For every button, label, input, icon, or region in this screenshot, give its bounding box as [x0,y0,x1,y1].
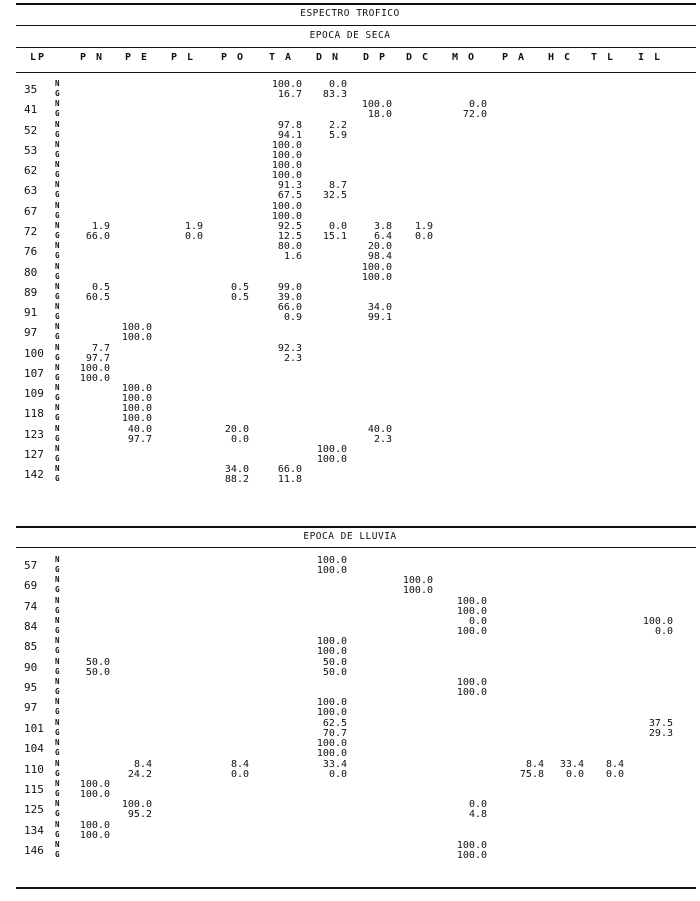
cell-dn-g: 15.1 [322,230,347,242]
row-g-marker: G [55,474,60,484]
cell-mo-n: 0.0 [468,799,487,811]
row-g-marker: G [55,585,60,595]
row-lp: 80 [24,265,38,279]
row-g-marker: G [55,433,60,443]
row-n-marker: N [55,778,60,788]
cell-pn-g: 60.5 [85,291,110,303]
row-lp: 95 [24,681,38,695]
cell-pa-g: 75.8 [519,768,544,780]
cell-ta-g: 11.8 [277,474,302,486]
cell-pa-n: 8.4 [525,758,544,770]
cell-dc-n: 1.9 [414,220,433,232]
cell-ta-g: 100.0 [271,170,302,182]
cell-dn-g: 83.3 [322,89,347,100]
cell-dn-g: 0.0 [328,768,347,780]
row-lp: 142 [24,468,44,482]
cell-pn-g: 97.7 [85,352,110,364]
row-g-marker: G [55,413,60,423]
row-g-marker: G [55,170,60,180]
rule-below-title [16,25,696,26]
row-lp: 63 [24,184,38,198]
row-n-marker: N [55,200,60,210]
cell-il-n: 100.0 [642,616,673,628]
cell-dn-g: 5.9 [328,129,347,141]
row-lp: 118 [24,407,44,421]
column-header: I L [637,52,663,63]
row-lp: 107 [24,366,44,380]
cell-pn-g: 100.0 [79,372,110,384]
cell-pe-n: 100.0 [121,322,152,334]
column-header: P A [501,52,527,63]
cell-mo-g: 100.0 [456,626,487,638]
row-g-marker: G [55,748,60,758]
row-n-marker: N [55,403,60,413]
cell-pn-g: 100.0 [79,829,110,841]
section-rule [16,47,696,48]
cell-ta-n: 100.0 [271,139,302,151]
cell-po-g: 88.2 [224,474,249,486]
row-n-marker: N [55,839,60,849]
cell-pe-n: 8.4 [133,758,152,770]
section-end-rule [16,887,696,889]
cell-pl-n: 1.9 [184,220,203,232]
cell-dn-g: 100.0 [316,454,347,466]
cell-dp-n: 40.0 [367,423,392,435]
cell-pe-g: 24.2 [127,768,152,780]
cell-mo-n: 0.0 [468,616,487,628]
row-g-marker: G [55,646,60,656]
row-g-marker: G [55,190,60,200]
row-lp: 125 [24,803,44,817]
cell-pn-g: 100.0 [79,788,110,800]
section-title: EPOCA DE SECA [309,30,391,41]
cell-ta-n: 99.0 [277,281,302,293]
row-n-marker: N [55,616,60,626]
row-lp: 85 [24,640,38,654]
cell-ta-n: 92.3 [277,342,302,354]
cell-dp-n: 20.0 [367,241,392,253]
row-n-marker: N [55,302,60,312]
row-g-marker: G [55,230,60,240]
row-n-marker: N [55,119,60,129]
row-lp: 109 [24,387,44,401]
row-n-marker: N [55,383,60,393]
row-lp: 53 [24,143,38,157]
cell-dn-n: 0.0 [328,220,347,232]
cell-ta-g: 100.0 [271,210,302,222]
row-lp: 67 [24,204,38,218]
row-g-marker: G [55,291,60,301]
cell-dp-g: 99.1 [367,312,392,324]
cell-ta-g: 16.7 [277,89,302,100]
cell-ta-g: 2.3 [283,352,302,364]
row-lp: 146 [24,843,44,857]
cell-dp-g: 2.3 [373,433,392,445]
cell-po-n: 0.5 [230,281,249,293]
cell-dn-g: 100.0 [316,646,347,658]
row-lp: 134 [24,823,44,837]
row-n-marker: N [55,99,60,109]
cell-po-n: 34.0 [224,464,249,476]
row-g-marker: G [55,129,60,139]
cell-dn-n: 33.4 [322,758,347,770]
row-lp: 97 [24,326,38,340]
column-header: LP [29,52,47,63]
row-lp: 72 [24,224,38,238]
row-n-marker: N [55,220,60,230]
cell-ta-n: 97.8 [277,119,302,131]
row-lp: 115 [24,782,44,796]
row-n-marker: N [55,362,60,372]
section-rule [16,547,696,548]
row-g-marker: G [55,829,60,839]
column-header: T A [268,52,294,63]
row-lp: 69 [24,579,38,593]
column-header: P E [124,52,150,63]
row-n-marker: N [55,636,60,646]
cell-ta-g: 1.6 [283,251,302,263]
cell-pn-g: 66.0 [85,230,110,242]
cell-pl-g: 0.0 [184,230,203,242]
cell-ta-n: 100.0 [271,200,302,212]
row-g-marker: G [55,332,60,342]
cell-il-g: 29.3 [648,727,673,739]
row-n-marker: N [55,738,60,748]
cell-ta-g: 12.5 [277,230,302,242]
cell-pn-n: 100.0 [79,362,110,374]
cell-dn-n: 100.0 [316,738,347,750]
table-title: ESPECTRO TROFICO [300,8,400,19]
cell-mo-g: 100.0 [456,605,487,617]
cell-hc-n: 33.4 [559,758,584,770]
cell-dn-g: 100.0 [316,707,347,719]
cell-pn-n: 100.0 [79,819,110,831]
row-n-marker: N [55,697,60,707]
row-lp: 101 [24,721,44,735]
cell-ta-g: 100.0 [271,149,302,161]
row-lp: 57 [24,559,38,572]
row-g-marker: G [55,210,60,220]
cell-mo-g: 4.8 [468,809,487,821]
cell-pn-n: 100.0 [79,778,110,790]
cell-ta-g: 0.9 [283,312,302,324]
cell-dn-n: 50.0 [322,656,347,668]
cell-dp-n: 100.0 [361,261,392,273]
cell-pe-g: 100.0 [121,393,152,405]
cell-pn-n: 50.0 [85,656,110,668]
row-g-marker: G [55,666,60,676]
cell-pe-g: 97.7 [127,433,152,445]
row-n-marker: N [55,444,60,454]
row-g-marker: G [55,149,60,159]
cell-ta-n: 92.5 [277,220,302,232]
row-lp: 127 [24,448,44,462]
row-lp: 100 [24,346,44,360]
cell-dn-g: 100.0 [316,748,347,760]
cell-mo-n: 100.0 [456,595,487,607]
row-n-marker: N [55,758,60,768]
cell-dn-n: 62.5 [322,717,347,729]
cell-mo-n: 0.0 [468,99,487,111]
cell-pn-n: 0.5 [91,281,110,293]
cell-dn-g: 70.7 [322,727,347,739]
row-n-marker: N [55,656,60,666]
row-g-marker: G [55,727,60,737]
cell-ta-n: 66.0 [277,302,302,314]
cell-ta-n: 100.0 [271,160,302,172]
cell-pe-n: 40.0 [127,423,152,435]
row-g-marker: G [55,251,60,261]
cell-dp-n: 3.8 [373,220,392,232]
row-n-marker: N [55,717,60,727]
cell-tl-n: 8.4 [605,758,624,770]
cell-dc-g: 100.0 [402,585,433,597]
row-g-marker: G [55,687,60,697]
row-lp: 62 [24,164,38,178]
row-n-marker: N [55,575,60,585]
column-header: M O [451,52,477,63]
cell-ta-n: 80.0 [277,241,302,253]
row-n-marker: N [55,160,60,170]
cell-dc-n: 100.0 [402,575,433,587]
row-lp: 90 [24,660,38,674]
row-n-marker: N [55,281,60,291]
row-lp: 97 [24,701,38,715]
row-g-marker: G [55,707,60,717]
cell-pn-g: 50.0 [85,666,110,678]
cell-hc-g: 0.0 [565,768,584,780]
cell-dn-n: 0.0 [328,79,347,90]
row-n-marker: N [55,261,60,271]
cell-pn-n: 7.7 [91,342,110,354]
cell-pe-n: 100.0 [121,799,152,811]
cell-po-g: 0.0 [230,433,249,445]
cell-il-g: 0.0 [654,626,673,638]
cell-dc-g: 0.0 [414,230,433,242]
cell-mo-g: 100.0 [456,687,487,699]
row-g-marker: G [55,352,60,362]
row-n-marker: N [55,423,60,433]
cell-dp-g: 6.4 [373,230,392,242]
row-g-marker: G [55,271,60,281]
row-n-marker: N [55,322,60,332]
column-header: P O [220,52,246,63]
row-lp: 91 [24,306,38,320]
cell-po-g: 0.0 [230,768,249,780]
column-header: D N [315,52,341,63]
cell-dn-n: 100.0 [316,697,347,709]
row-n-marker: N [55,464,60,474]
row-lp: 41 [24,103,38,117]
row-g-marker: G [55,109,60,119]
cell-dn-n: 2.2 [328,119,347,131]
row-lp: 110 [24,762,44,776]
row-g-marker: G [55,768,60,778]
row-g-marker: G [55,454,60,464]
row-g-marker: G [55,393,60,403]
row-n-marker: N [55,180,60,190]
cell-po-n: 20.0 [224,423,249,435]
row-n-marker: N [55,139,60,149]
cell-dn-n: 100.0 [316,555,347,566]
column-header: P N [79,52,105,63]
cell-dn-g: 50.0 [322,666,347,678]
cell-dp-n: 100.0 [361,99,392,111]
row-lp: 89 [24,285,38,299]
row-g-marker: G [55,626,60,636]
row-n-marker: N [55,799,60,809]
row-lp: 76 [24,245,38,259]
cell-mo-g: 100.0 [456,849,487,861]
header-rule [16,72,696,73]
cell-dp-n: 34.0 [367,302,392,314]
row-lp: 104 [24,742,44,756]
cell-ta-n: 100.0 [271,79,302,90]
row-n-marker: N [55,595,60,605]
cell-ta-g: 94.1 [277,129,302,141]
row-g-marker: G [55,809,60,819]
row-g-marker: G [55,788,60,798]
row-n-marker: N [55,342,60,352]
section-title: EPOCA DE LLUVIA [303,531,397,542]
cell-pn-n: 1.9 [91,220,110,232]
cell-pe-g: 100.0 [121,413,152,425]
row-lp: 123 [24,427,44,441]
cell-pe-n: 100.0 [121,383,152,395]
row-n-marker: N [55,241,60,251]
row-n-marker: N [55,819,60,829]
row-g-marker: G [55,312,60,322]
cell-il-n: 37.5 [648,717,673,729]
row-n-marker: N [55,79,60,88]
cell-mo-g: 72.0 [462,109,487,121]
rule-top [16,3,696,5]
cell-ta-n: 66.0 [277,464,302,476]
cell-dp-g: 98.4 [367,251,392,263]
cell-dn-n: 8.7 [328,180,347,192]
cell-dp-g: 18.0 [367,109,392,121]
cell-po-n: 8.4 [230,758,249,770]
cell-dp-g: 100.0 [361,271,392,283]
row-g-marker: G [55,849,60,859]
cell-mo-n: 100.0 [456,677,487,689]
row-n-marker: N [55,555,60,564]
cell-dn-g: 100.0 [316,565,347,576]
cell-ta-g: 67.5 [277,190,302,202]
cell-dn-n: 100.0 [316,636,347,648]
cell-ta-n: 91.3 [277,180,302,192]
cell-dn-g: 32.5 [322,190,347,202]
cell-dn-n: 100.0 [316,444,347,456]
cell-tl-g: 0.0 [605,768,624,780]
row-g-marker: G [55,565,60,574]
column-header: D C [405,52,431,63]
cell-mo-n: 100.0 [456,839,487,851]
row-lp: 74 [24,599,38,613]
cell-ta-g: 39.0 [277,291,302,303]
cell-pe-g: 95.2 [127,809,152,821]
cell-pe-n: 100.0 [121,403,152,415]
cell-pe-g: 100.0 [121,332,152,344]
row-lp: 84 [24,620,38,634]
column-header: T L [590,52,616,63]
row-g-marker: G [55,89,60,98]
row-g-marker: G [55,372,60,382]
column-header: P L [170,52,196,63]
column-header: D P [362,52,388,63]
cell-po-g: 0.5 [230,291,249,303]
row-n-marker: N [55,677,60,687]
row-lp: 52 [24,123,38,137]
section-end-rule [16,526,696,528]
column-header: H C [547,52,573,63]
row-lp: 35 [24,83,38,96]
row-g-marker: G [55,605,60,615]
